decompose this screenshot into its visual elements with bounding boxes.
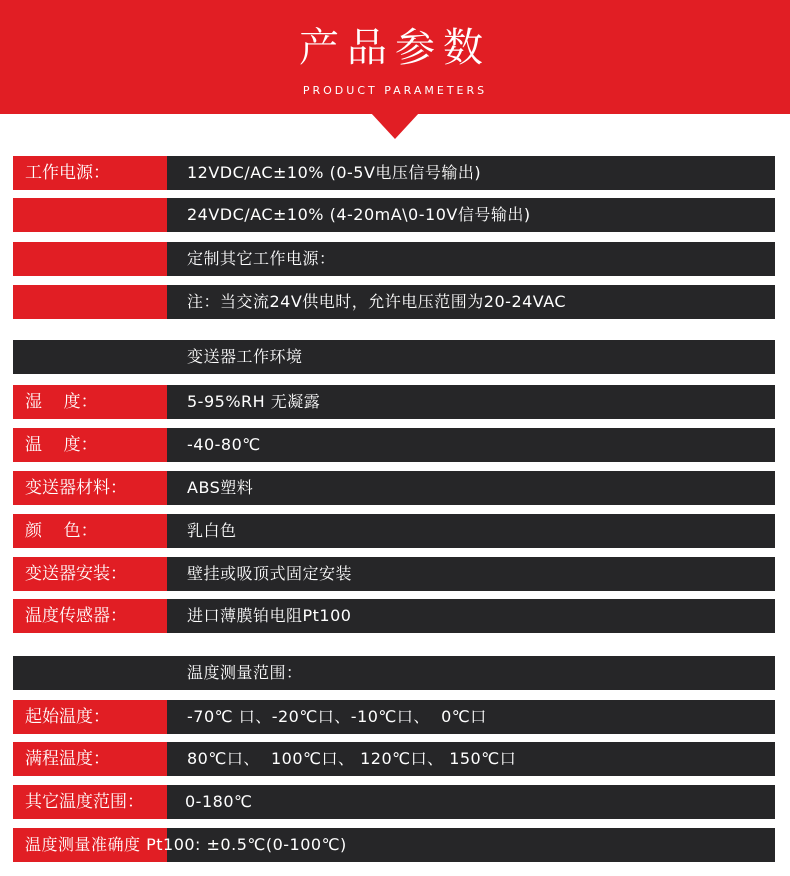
measurement-row — [13, 785, 775, 819]
page-subtitle: PRODUCT PARAMETERS — [302, 84, 488, 97]
installation-value: 壁挂或吸顶式固定安装 — [187, 564, 353, 583]
sensor-label: 温度传感器： — [13, 599, 167, 633]
power-label: 工作电源： — [13, 156, 167, 190]
sensor-value: 进口薄膜铂电阻Pt100 — [187, 606, 352, 625]
full-scale-temp-label: 满程温度： — [13, 742, 167, 776]
humidity-value: 5-95%RH 无凝露 — [187, 392, 321, 411]
temperature-value: -40-80℃ — [187, 435, 261, 454]
temperature-label: 温 度： — [13, 428, 167, 462]
accuracy-text: 温度测量准确度 Pt100: ±0.5℃(0-100℃) — [25, 835, 347, 854]
other-range-label: 其它温度范围： — [13, 785, 167, 819]
power-value-3: 定制其它工作电源： — [187, 249, 336, 268]
environment-heading-row — [13, 340, 775, 374]
color-label: 颜 色： — [13, 514, 167, 548]
installation-label: 变送器安装： — [13, 557, 167, 591]
power-value-1: 12VDC/AC±10% (0-5V电压信号输出) — [187, 163, 482, 182]
humidity-label: 湿 度： — [13, 385, 167, 419]
material-value: ABS塑料 — [187, 478, 254, 497]
power-value-4: 注：当交流24V供电时，允许电压范围为20-24VAC — [187, 292, 567, 311]
power-row-2 — [13, 198, 775, 232]
header-banner — [0, 0, 790, 114]
measurement-row — [13, 742, 775, 776]
power-label-spacer — [13, 198, 167, 232]
start-temp-label: 起始温度： — [13, 700, 167, 734]
power-row-1 — [13, 156, 775, 190]
accuracy-row — [13, 828, 775, 862]
environment-row — [13, 514, 775, 548]
environment-row — [13, 557, 775, 591]
environment-row — [13, 385, 775, 419]
header-arrow-icon — [371, 113, 419, 139]
color-value: 乳白色 — [187, 521, 237, 540]
environment-row — [13, 428, 775, 462]
power-label-spacer — [13, 285, 167, 319]
environment-row — [13, 471, 775, 505]
environment-heading: 变送器工作环境 — [187, 347, 303, 366]
power-label-spacer — [13, 242, 167, 276]
measurement-heading-row — [13, 656, 775, 690]
other-range-value: 0-180℃ — [185, 792, 253, 811]
material-label: 变送器材料： — [13, 471, 167, 505]
full-scale-temp-value: 80℃口、 100℃口、 120℃口、 150℃口 — [187, 749, 517, 768]
page-title: 产品参数 — [299, 25, 491, 71]
power-row-3 — [13, 242, 775, 276]
measurement-heading: 温度测量范围： — [187, 663, 303, 682]
start-temp-value: -70℃ 口、-20℃口、-10℃口、 0℃口 — [187, 707, 487, 726]
power-value-2: 24VDC/AC±10% (4-20mA\0-10V信号输出) — [187, 205, 531, 224]
power-row-4 — [13, 285, 775, 319]
measurement-row — [13, 700, 775, 734]
environment-row — [13, 599, 775, 633]
